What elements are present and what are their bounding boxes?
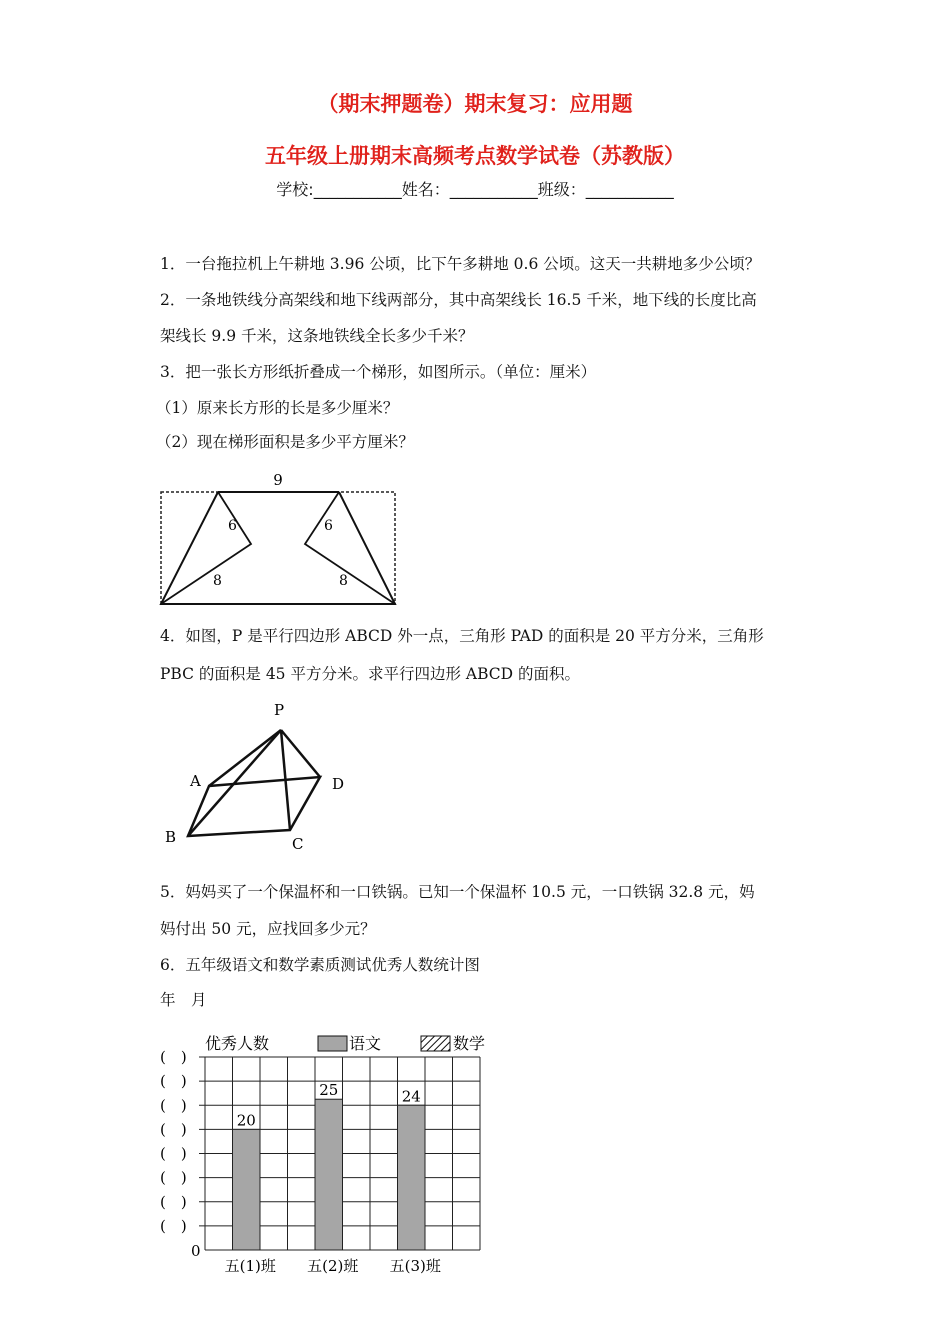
bar-value-label: 25 [319, 1081, 339, 1100]
question-6: 6．五年级语文和数学素质测试优秀人数统计图 [160, 956, 480, 974]
student-info-line: 学校:___________姓名：___________班级：___________ [276, 180, 674, 199]
y-tick-label: ( ) [160, 1072, 187, 1091]
y-tick-label: ( ) [160, 1144, 187, 1163]
label-top-9: 9 [273, 471, 283, 489]
category-label: 五(2)班 [307, 1257, 359, 1275]
question-3: 3．把一张长方形纸折叠成一个梯形，如图所示。（单位：厘米） [160, 363, 597, 381]
segment-pd [281, 730, 320, 777]
y-tick-label: ( ) [160, 1120, 187, 1139]
bar-chinese [398, 1105, 426, 1250]
question-3-sub2: （2）现在梯形面积是多少平方厘米？ [156, 433, 414, 451]
question-6-date: 年 月 [160, 991, 207, 1009]
legend-label-chinese: 语文 [349, 1034, 382, 1053]
question-2-line2: 架线长 9.9 千米，这条地铁线全长多少千米？ [160, 327, 474, 345]
label-a: A [190, 772, 201, 790]
category-label: 五(1)班 [224, 1257, 276, 1275]
label-c: C [292, 835, 304, 853]
y-tick-label: ( ) [160, 1168, 187, 1187]
page-title: （期末押题卷）期末复习：应用题 [317, 92, 633, 116]
label-left-6: 6 [228, 518, 237, 534]
segment-pa [209, 730, 281, 786]
segment-pb [188, 730, 281, 836]
parallelogram-figure [155, 695, 355, 855]
label-d: D [332, 775, 345, 793]
label-left-8: 8 [213, 573, 222, 589]
y-tick-label: ( ) [160, 1048, 187, 1066]
y-tick-label: ( ) [160, 1096, 187, 1115]
bar-value-label: 24 [401, 1087, 421, 1106]
page-subtitle: 五年级上册期末高频考点数学试卷（苏教版） [265, 144, 685, 168]
legend-label-math: 数学 [453, 1034, 486, 1053]
category-label: 五(3)班 [389, 1257, 441, 1275]
bar-chinese [233, 1129, 261, 1250]
label-b: B [165, 828, 177, 846]
question-2-line1: 2．一条地铁线分高架线和地下线两部分，其中高架线长 16.5 千米，地下线的长度比高 [160, 291, 757, 309]
question-4-line1: 4．如图，P 是平行四边形 ABCD 外一点，三角形 PAD 的面积是 20 平方分米，三角形 [160, 627, 764, 645]
label-right-6: 6 [324, 518, 333, 534]
bar-value-label: 20 [236, 1111, 256, 1130]
y-tick-label: ( ) [160, 1192, 187, 1211]
question-5-line1: 5．妈妈买了一个保温杯和一口铁锅。已知一个保温杯 10.5 元，一口铁锅 32.8 元，妈 [160, 883, 755, 901]
trapezoid-outline [161, 492, 395, 604]
chart-bars [233, 1099, 426, 1250]
question-5-line2: 妈付出 50 元，应找回多少元？ [160, 920, 376, 938]
legend-swatch-math [421, 1036, 450, 1051]
left-folded-flap [161, 492, 251, 604]
question-4-line2: PBC 的面积是 45 平方分米。求平行四边形 ABCD 的面积。 [160, 665, 580, 683]
bar-chinese [315, 1099, 343, 1250]
legend-swatch-chinese [318, 1036, 347, 1051]
question-1: 1．一台拖拉机上午耕地 3.96 公顷，比下午多耕地 0.6 公顷。这天一共耕地多少公顷？ [160, 255, 761, 273]
question-3-sub1: （1）原来长方形的长是多少厘米？ [156, 399, 399, 417]
parallelogram-abcd [188, 777, 320, 836]
chart-ylabel: 优秀人数 [205, 1034, 270, 1053]
label-p: P [273, 701, 285, 719]
folded-rectangle-figure [155, 468, 405, 613]
rectangle-outline [161, 492, 395, 604]
right-folded-flap [305, 492, 395, 604]
label-right-8: 8 [339, 573, 348, 589]
y-zero-label: 0 [191, 1242, 201, 1260]
y-tick-label: ( ) [160, 1216, 187, 1235]
excellent-students-bar-chart [155, 1025, 505, 1275]
